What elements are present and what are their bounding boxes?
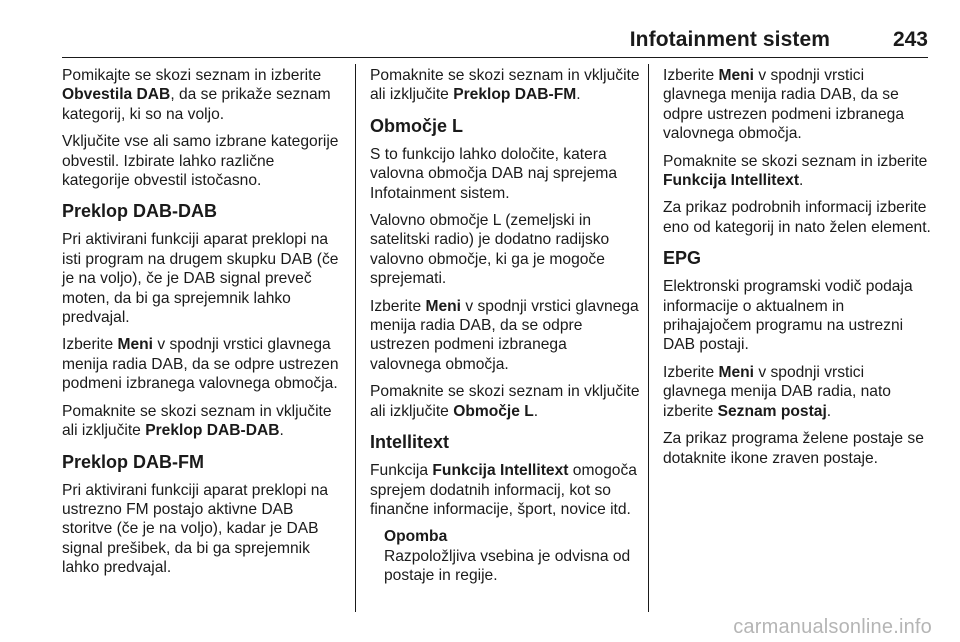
note-title: Opomba [384, 528, 448, 546]
column-3 [663, 66, 931, 476]
section-heading-epg: EPG [663, 248, 702, 269]
column-2 [370, 66, 640, 586]
bold-term: Območje L [453, 402, 534, 420]
paragraph: Funkcija Funkcija Intellitext omogoča sprejem dodatnih informacij, kot so finančne informacije, šport, novice itd. [370, 462, 637, 518]
bold-term: Meni [718, 67, 755, 84]
paragraph: Izberite Meni v spodnji vrstici glavnega menija radia DAB, da se odpre ustrezen podmeni izbranega valovnega območja. [370, 297, 639, 373]
page-number: 243 [892, 28, 928, 51]
note-box [384, 527, 640, 585]
bold-term: Preklop DAB-DAB [145, 422, 280, 440]
section-heading-intellitext: Intellitext [370, 432, 450, 453]
bold-term: Meni [718, 363, 755, 381]
header-rule [62, 57, 928, 58]
page-title: Infotainment sistem [629, 28, 830, 51]
paragraph: Vključite vse ali samo izbrane kategorije obvestil. Izbirate lahko različne kategorije obvestil istočasno. [62, 133, 339, 190]
paragraph: Izberite Meni v spodnji vrstici glavnega menija DAB radia, nato izberite Seznam postaj. [663, 363, 891, 420]
bold-term: Funkcija Intellitext [432, 462, 569, 480]
paragraph: Valovno območje L (zemeljski in satelitski radio) je dodatno radijsko valovno območje, ki ga je mogoče sprejemati. [370, 212, 610, 288]
bold-term: Meni [425, 297, 462, 315]
paragraph: Pri aktivirani funkciji aparat preklopi na ustrezno FM postajo aktivne DAB storitve (če je na voljo), kadar je DAB signal prešibek, da bi ga sprejemnik lahko predvajal. [62, 481, 329, 577]
paragraph: Za prikaz podrobnih informacij izberite eno od kategorij in nato želen element. [663, 199, 931, 236]
paragraph: Pomaknite se skozi seznam in izberite Funkcija Intellitext. [663, 152, 928, 190]
section-heading-dab-dab: Preklop DAB-DAB [62, 201, 218, 222]
column-divider-1 [355, 64, 356, 612]
bold-term: Funkcija Intellitext [663, 172, 800, 190]
paragraph: Izberite Meni v spodnji vrstici glavnega menija radia DAB, da se odpre ustrezen podmeni izbranega valovnega območja. [663, 67, 904, 143]
column-divider-2 [648, 64, 649, 612]
paragraph: Pomaknite se skozi seznam in vključite ali izključite Preklop DAB-FM. [370, 67, 640, 104]
paragraph: Elektronski programski vodič podaja informacije o aktualnem in prihajajočem programu na ustrezni DAB postaji. [663, 278, 913, 354]
bold-term: Seznam postaj [717, 402, 827, 420]
paragraph: Pomaknite se skozi seznam in vključite ali izključite Območje L. [370, 383, 640, 420]
bold-term: Obvestila DAB [62, 86, 171, 104]
section-heading-dab-fm: Preklop DAB-FM [62, 451, 205, 472]
paragraph: Izberite Meni v spodnji vrstici glavnega menija radia DAB, da se odpre ustrezen podmeni izbranega valovnega območja. [62, 336, 339, 393]
paragraph: S to funkcijo lahko določite, katera valovna območja DAB naj sprejema Infotainment sistem. [370, 145, 618, 202]
column-1 [62, 66, 346, 586]
note-text: Razpoložljiva vsebina je odvisna od postaje in regije. [384, 547, 631, 585]
paragraph: Pri aktivirani funkciji aparat preklopi na isti program na drugem skupku DAB (če je na voljo), če je DAB signal preveč moten, da bi ga sprejemnik lahko predvajal. [62, 231, 339, 327]
bold-term: Preklop DAB-FM [453, 86, 577, 104]
watermark: carmanualsonline.info [733, 616, 932, 638]
paragraph: Pomaknite se skozi seznam in vključite ali izključite Preklop DAB-DAB. [62, 402, 332, 440]
paragraph: Za prikaz programa želene postaje se dotaknite ikone zraven postaje. [663, 430, 924, 467]
bold-term: Meni [117, 336, 154, 354]
section-heading-l-band: Območje L [370, 115, 464, 136]
paragraph: Pomikajte se skozi seznam in izberite Obvestila DAB, da se prikaže seznam kategorij, ki so na voljo. [62, 67, 331, 123]
page-header [62, 24, 928, 58]
